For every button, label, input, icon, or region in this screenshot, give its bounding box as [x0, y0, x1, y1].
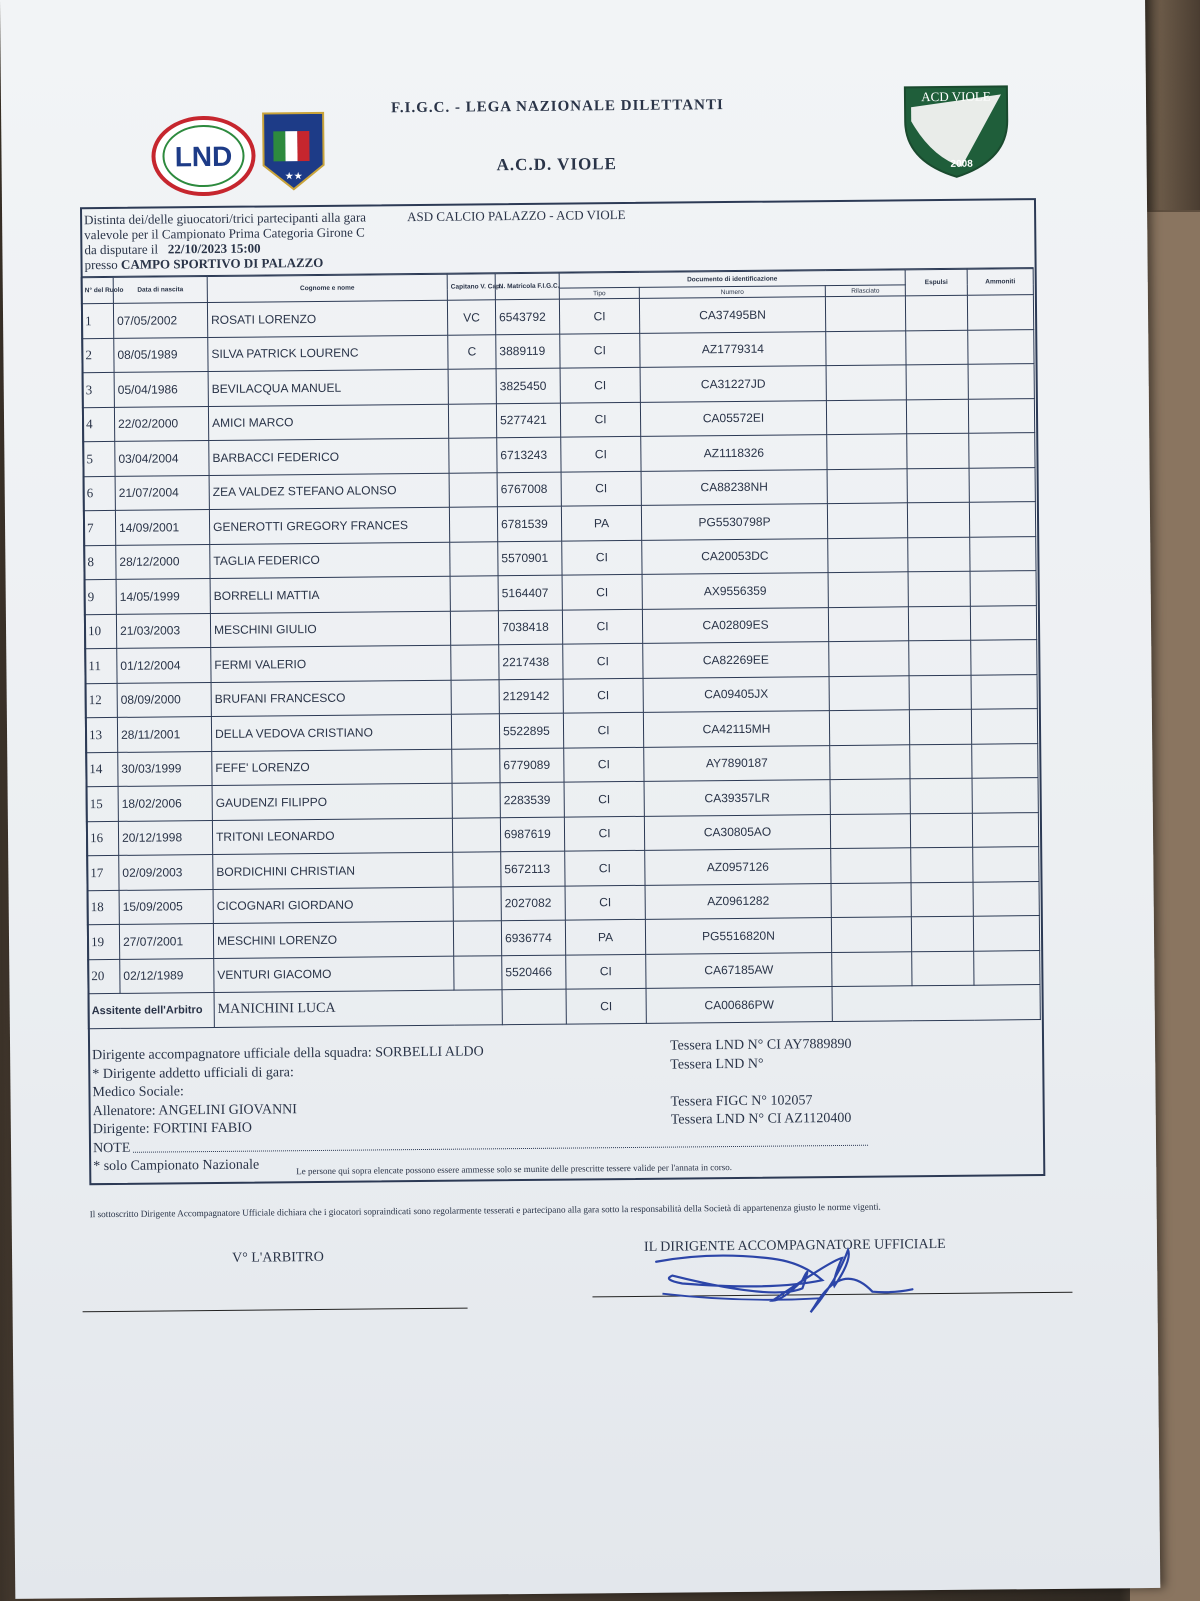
player-ammoniti — [971, 709, 1037, 744]
player-ammoniti — [972, 778, 1038, 813]
player-matricola: 5277421 — [496, 403, 560, 438]
player-doc-type: CI — [559, 298, 639, 333]
player-number: 17 — [87, 855, 119, 890]
player-doc-number: PG5530798P — [641, 504, 827, 540]
player-doc-number: AX9556359 — [642, 573, 828, 609]
player-rows — [81, 295, 1040, 994]
official-medico: Medico Sociale: — [92, 1084, 184, 1101]
player-doc-type: CI — [563, 712, 643, 747]
player-doc-number: CA30805AO — [644, 814, 830, 850]
player-ammoniti — [968, 398, 1034, 433]
header-espulsi: Espulsi — [905, 269, 967, 296]
player-espulsi — [906, 364, 968, 399]
acd-viole-logo — [901, 80, 1012, 181]
player-birthdate: 27/07/2001 — [119, 923, 213, 958]
player-espulsi — [907, 502, 969, 537]
player-rilasciato — [831, 882, 911, 917]
player-doc-type: CI — [562, 609, 642, 644]
player-doc-type: CI — [566, 954, 646, 989]
header-rilasciato: Rilasciato — [825, 285, 905, 297]
player-birthdate: 02/12/1989 — [120, 958, 214, 993]
federation-title: F.I.G.C. - LEGA NAZIONALE DILETTANTI — [390, 97, 724, 117]
player-doc-type: CI — [560, 333, 640, 368]
player-ammoniti — [970, 605, 1036, 640]
official-cards — [670, 1036, 852, 1130]
player-espulsi — [911, 916, 973, 951]
player-ammoniti — [970, 571, 1036, 606]
player-name: BARBACCI FEDERICO — [209, 438, 449, 475]
player-matricola: 3889119 — [496, 334, 560, 369]
player-captain: VC — [447, 300, 495, 335]
player-birthdate: 08/05/1989 — [114, 337, 208, 372]
player-birthdate: 14/09/2001 — [115, 510, 209, 545]
player-captain — [451, 645, 499, 680]
player-doc-number: CA39357LR — [644, 780, 830, 816]
player-birthdate: 22/02/2000 — [114, 406, 208, 441]
player-captain — [453, 852, 501, 887]
figc-shield-logo — [259, 109, 328, 194]
header-capitano: Capitano V. Cap. — [447, 274, 495, 300]
player-espulsi — [911, 882, 973, 917]
player-number: 20 — [88, 959, 120, 994]
player-number: 16 — [86, 821, 118, 856]
player-espulsi — [912, 951, 974, 986]
player-number: 4 — [82, 407, 114, 442]
match-intro — [84, 209, 366, 272]
player-espulsi — [910, 744, 972, 779]
player-matricola: 5672113 — [501, 851, 565, 886]
player-name: GAUDENZI FILIPPO — [212, 783, 452, 820]
player-name: FERMI VALERIO — [211, 645, 451, 682]
player-rilasciato — [832, 951, 912, 986]
player-birthdate: 28/11/2001 — [117, 717, 211, 752]
player-number: 3 — [82, 372, 114, 407]
player-doc-number: PG5516820N — [645, 918, 831, 954]
match-venue: CAMPO SPORTIVO DI PALAZZO — [120, 254, 324, 272]
official-dirigente: Dirigente: FORTINI FABIO — [92, 1120, 253, 1138]
player-rilasciato — [828, 537, 908, 572]
player-espulsi — [905, 295, 967, 330]
player-doc-type: CI — [561, 471, 641, 506]
player-espulsi — [910, 778, 972, 813]
player-birthdate: 30/03/1999 — [118, 751, 212, 786]
match-teams: ASD CALCIO PALAZZO - ACD VIOLE — [407, 207, 626, 225]
player-matricola: 5522895 — [499, 713, 563, 748]
player-doc-number: AZ0957126 — [645, 849, 831, 885]
player-name: ROSATI LORENZO — [207, 300, 447, 337]
official-addetto: * Dirigente addetto ufficiali di gara: — [92, 1064, 294, 1082]
player-doc-number: CA88238NH — [641, 469, 827, 505]
player-birthdate: 07/05/2002 — [113, 303, 207, 338]
player-ammoniti — [971, 640, 1037, 675]
player-name: VENTURI GIACOMO — [214, 956, 454, 993]
official-note: NOTE — [92, 1140, 131, 1156]
player-doc-type: CI — [564, 816, 644, 851]
player-doc-number: CA37495BN — [639, 297, 825, 333]
player-doc-number: CA05572EI — [640, 400, 826, 436]
player-matricola: 5164407 — [498, 575, 562, 610]
player-ammoniti — [972, 812, 1038, 847]
card-2: Tessera LND N° — [670, 1056, 764, 1073]
player-name: BRUFANI FRANCESCO — [211, 680, 451, 717]
player-number: 11 — [85, 648, 117, 683]
header-matricola: N. Matricola F.I.G.C. — [495, 273, 559, 300]
header-tipo: Tipo — [559, 287, 639, 299]
player-rilasciato — [828, 606, 908, 641]
player-rilasciato — [825, 296, 905, 331]
player-birthdate: 28/12/2000 — [116, 544, 210, 579]
official-accompagnatore: Dirigente accompagnatore ufficiale della squadra: SORBELLI ALDO — [92, 1044, 484, 1064]
header-ammoniti: Ammoniti — [967, 269, 1033, 296]
player-doc-number: CA67185AW — [646, 952, 832, 988]
player-doc-number: CA82269EE — [643, 642, 829, 678]
player-doc-number: AZ1779314 — [640, 331, 826, 367]
player-espulsi — [907, 433, 969, 468]
referee-signature-line — [83, 1308, 468, 1313]
player-number: 14 — [86, 752, 118, 787]
player-captain — [448, 369, 496, 404]
player-rilasciato — [827, 468, 907, 503]
player-rilasciato — [826, 399, 906, 434]
player-doc-type: PA — [561, 505, 641, 540]
player-doc-number: AY7890187 — [644, 745, 830, 781]
player-ammoniti — [968, 364, 1034, 399]
player-birthdate: 02/09/2003 — [119, 854, 213, 889]
player-doc-type: PA — [565, 919, 645, 954]
player-rilasciato — [829, 641, 909, 676]
referee-assistant-doc: CA00686PW — [646, 987, 832, 1023]
player-doc-type: CI — [564, 747, 644, 782]
player-captain — [450, 541, 498, 576]
player-matricola: 2027082 — [501, 886, 565, 921]
club-title: A.C.D. VIOLE — [496, 154, 618, 175]
svg-text:★★: ★★ — [284, 171, 303, 183]
match-datetime: 22/10/2023 15:00 — [167, 240, 261, 257]
player-birthdate: 08/09/2000 — [117, 682, 211, 717]
player-ammoniti — [969, 467, 1035, 502]
player-matricola: 6713243 — [497, 437, 561, 472]
player-matricola: 2283539 — [500, 782, 564, 817]
player-espulsi — [909, 640, 971, 675]
player-matricola: 6543792 — [495, 299, 559, 334]
player-number: 8 — [84, 545, 116, 580]
card-1: Tessera LND N° CI AY7889890 — [670, 1036, 852, 1054]
player-ammoniti — [973, 881, 1039, 916]
disclaimer: Le persone qui sopra elencate possono essere ammesse solo se munite delle prescritte tessere valide per l'annata in corso. — [296, 1162, 733, 1177]
player-doc-number: CA09405JX — [643, 676, 829, 712]
player-doc-type: CI — [564, 781, 644, 816]
player-matricola: 6767008 — [497, 472, 561, 507]
player-rilasciato — [826, 365, 906, 400]
player-name: MESCHINI LORENZO — [213, 921, 453, 958]
player-ammoniti — [968, 329, 1034, 364]
player-rilasciato — [830, 813, 910, 848]
player-name: TAGLIA FEDERICO — [210, 542, 450, 579]
player-doc-type: CI — [560, 367, 640, 402]
official-allenatore: Allenatore: ANGELINI GIOVANNI — [92, 1101, 297, 1119]
player-matricola: 6936774 — [501, 920, 565, 955]
player-number: 2 — [82, 338, 114, 373]
player-name: ZEA VALDEZ STEFANO ALONSO — [209, 473, 449, 510]
team-officials — [92, 1043, 485, 1176]
player-doc-type: CI — [562, 574, 642, 609]
player-number: 15 — [86, 786, 118, 821]
referee-assistant-mat — [502, 989, 566, 1024]
player-rilasciato — [831, 917, 911, 952]
player-captain — [450, 610, 498, 645]
player-ammoniti — [970, 536, 1036, 571]
date-prefix: da disputare il — [84, 241, 159, 258]
player-number: 19 — [87, 924, 119, 959]
player-birthdate: 15/09/2005 — [119, 889, 213, 924]
player-matricola: 3825450 — [496, 368, 560, 403]
player-espulsi — [909, 675, 971, 710]
referee-assistant-label: Assitente dell'Arbitro — [88, 992, 214, 1028]
player-name: FEFE' LORENZO — [212, 749, 452, 786]
player-espulsi — [909, 709, 971, 744]
intro-line-1: Distinta dei/delle giuocatori/trici partecipanti alla gara — [84, 209, 367, 228]
player-ammoniti — [974, 950, 1040, 985]
player-name: SILVA PATRICK LOURENC — [208, 335, 448, 372]
player-captain — [453, 921, 501, 956]
player-doc-type: CI — [563, 643, 643, 678]
player-matricola: 2217438 — [499, 644, 563, 679]
official-nazionale: * solo Campionato Nazionale — [93, 1157, 260, 1175]
handwritten-signature — [652, 1219, 933, 1332]
player-espulsi — [907, 468, 969, 503]
player-doc-number: CA20053DC — [642, 538, 828, 574]
player-name: CICOGNARI GIORDANO — [213, 887, 453, 924]
player-name: TRITONI LEONARDO — [212, 818, 452, 855]
player-doc-type: CI — [562, 540, 642, 575]
player-captain — [452, 783, 500, 818]
player-name: AMICI MARCO — [208, 404, 448, 441]
player-birthdate: 21/07/2004 — [115, 475, 209, 510]
player-captain — [448, 403, 496, 438]
referee-assistant-tipo: CI — [566, 988, 646, 1023]
player-number: 10 — [84, 614, 116, 649]
player-captain — [452, 817, 500, 852]
player-espulsi — [906, 399, 968, 434]
player-number: 12 — [85, 683, 117, 718]
header-numero: Numero — [639, 286, 825, 299]
player-espulsi — [910, 813, 972, 848]
player-matricola: 5520466 — [502, 955, 566, 990]
player-rilasciato — [831, 848, 911, 883]
player-rilasciato — [827, 434, 907, 469]
player-espulsi — [908, 537, 970, 572]
referee-signature-label: V° L'ARBITRO — [232, 1249, 324, 1266]
referee-assistant-empty — [832, 985, 1040, 1021]
player-doc-number: CA31227JD — [640, 366, 826, 402]
player-name: BEVILACQUA MANUEL — [208, 369, 448, 406]
player-captain — [451, 679, 499, 714]
lnd-logo-text: LND — [174, 140, 233, 173]
venue-prefix: presso — [84, 256, 118, 273]
player-espulsi — [908, 606, 970, 641]
player-captain — [449, 472, 497, 507]
player-name: GENEROTTI GREGORY FRANCES — [209, 507, 449, 544]
player-doc-type: CI — [565, 850, 645, 885]
player-birthdate: 18/02/2006 — [118, 786, 212, 821]
player-name: BORDICHINI CHRISTIAN — [213, 852, 453, 889]
player-rilasciato — [830, 779, 910, 814]
acd-viole-logo-year: 2008 — [950, 158, 973, 170]
player-rilasciato — [828, 572, 908, 607]
player-espulsi — [911, 847, 973, 882]
lnd-logo — [151, 116, 256, 197]
player-number: 9 — [84, 579, 116, 614]
player-name: BORRELLI MATTIA — [210, 576, 450, 613]
player-doc-number: AZ1118326 — [641, 435, 827, 471]
player-captain — [454, 955, 502, 990]
player-number: 6 — [83, 476, 115, 511]
player-matricola: 6987619 — [500, 817, 564, 852]
player-ammoniti — [967, 295, 1033, 330]
director-signature-label: IL DIRIGENTE ACCOMPAGNATORE UFFICIALE — [643, 1236, 946, 1255]
header-nome: Cognome e nome — [207, 274, 447, 302]
player-rilasciato — [830, 744, 910, 779]
card-3: Tessera FIGC N° 102057 — [670, 1092, 813, 1110]
player-captain — [452, 748, 500, 783]
player-doc-type: CI — [560, 402, 640, 437]
intro-line-4 — [84, 254, 366, 272]
player-number: 7 — [83, 510, 115, 545]
player-doc-number: CA02809ES — [642, 607, 828, 643]
referee-assistant-name: MANICHINI LUCA — [214, 990, 502, 1027]
player-number: 18 — [87, 890, 119, 925]
player-matricola: 2129142 — [499, 679, 563, 714]
header-nascita: Data di nascita — [113, 277, 207, 304]
player-ammoniti — [972, 743, 1038, 778]
player-captain — [449, 507, 497, 542]
intro-line-2: valevole per il Campionato Prima Categoria Girone C — [84, 224, 365, 243]
player-rilasciato — [829, 710, 909, 745]
player-matricola: 6781539 — [497, 506, 561, 541]
player-rilasciato — [826, 330, 906, 365]
header-documento: Documento di identificazione — [559, 270, 905, 288]
player-rilasciato — [827, 503, 907, 538]
player-ammoniti — [971, 674, 1037, 709]
player-captain — [450, 576, 498, 611]
player-ammoniti — [973, 916, 1039, 951]
player-name: MESCHINI GIULIO — [210, 611, 450, 648]
player-matricola: 5570901 — [498, 541, 562, 576]
acd-viole-logo-text: ACD VIOLE — [921, 88, 991, 105]
player-table — [81, 268, 1041, 1029]
player-doc-number: CA42115MH — [643, 711, 829, 747]
player-ammoniti — [969, 502, 1035, 537]
player-espulsi — [906, 330, 968, 365]
player-captain — [451, 714, 499, 749]
player-birthdate: 21/03/2003 — [116, 613, 210, 648]
player-espulsi — [908, 571, 970, 606]
player-birthdate: 14/05/1999 — [116, 579, 210, 614]
player-number: 1 — [81, 303, 113, 338]
player-rilasciato — [829, 675, 909, 710]
player-doc-number: AZ0961282 — [645, 883, 831, 919]
player-doc-type: CI — [561, 436, 641, 471]
player-ammoniti — [973, 847, 1039, 882]
player-captain — [453, 886, 501, 921]
player-birthdate: 03/04/2004 — [115, 441, 209, 476]
player-birthdate: 20/12/1998 — [118, 820, 212, 855]
player-captain — [449, 438, 497, 473]
card-4: Tessera LND N° CI AZ1120400 — [670, 1110, 852, 1128]
declaration: Il sottoscritto Dirigente Accompagnatore Ufficiale dichiara che i giocatori sopraindicati sono regolarmente tesserati e partecipano alla gara sotto la responsabilità della Società di appartenenza giusto le norme vigenti. — [89, 1201, 881, 1220]
player-ammoniti — [969, 433, 1035, 468]
player-number: 5 — [83, 441, 115, 476]
player-name: DELLA VEDOVA CRISTIANO — [211, 714, 451, 751]
player-captain: C — [448, 334, 496, 369]
player-matricola: 7038418 — [498, 610, 562, 645]
player-number: 13 — [85, 717, 117, 752]
player-birthdate: 01/12/2004 — [117, 648, 211, 683]
player-matricola: 6779089 — [500, 748, 564, 783]
player-birthdate: 05/04/1986 — [114, 372, 208, 407]
header-ruolo: N° del Ruolo — [81, 277, 113, 303]
player-doc-type: CI — [563, 678, 643, 713]
player-doc-type: CI — [565, 885, 645, 920]
